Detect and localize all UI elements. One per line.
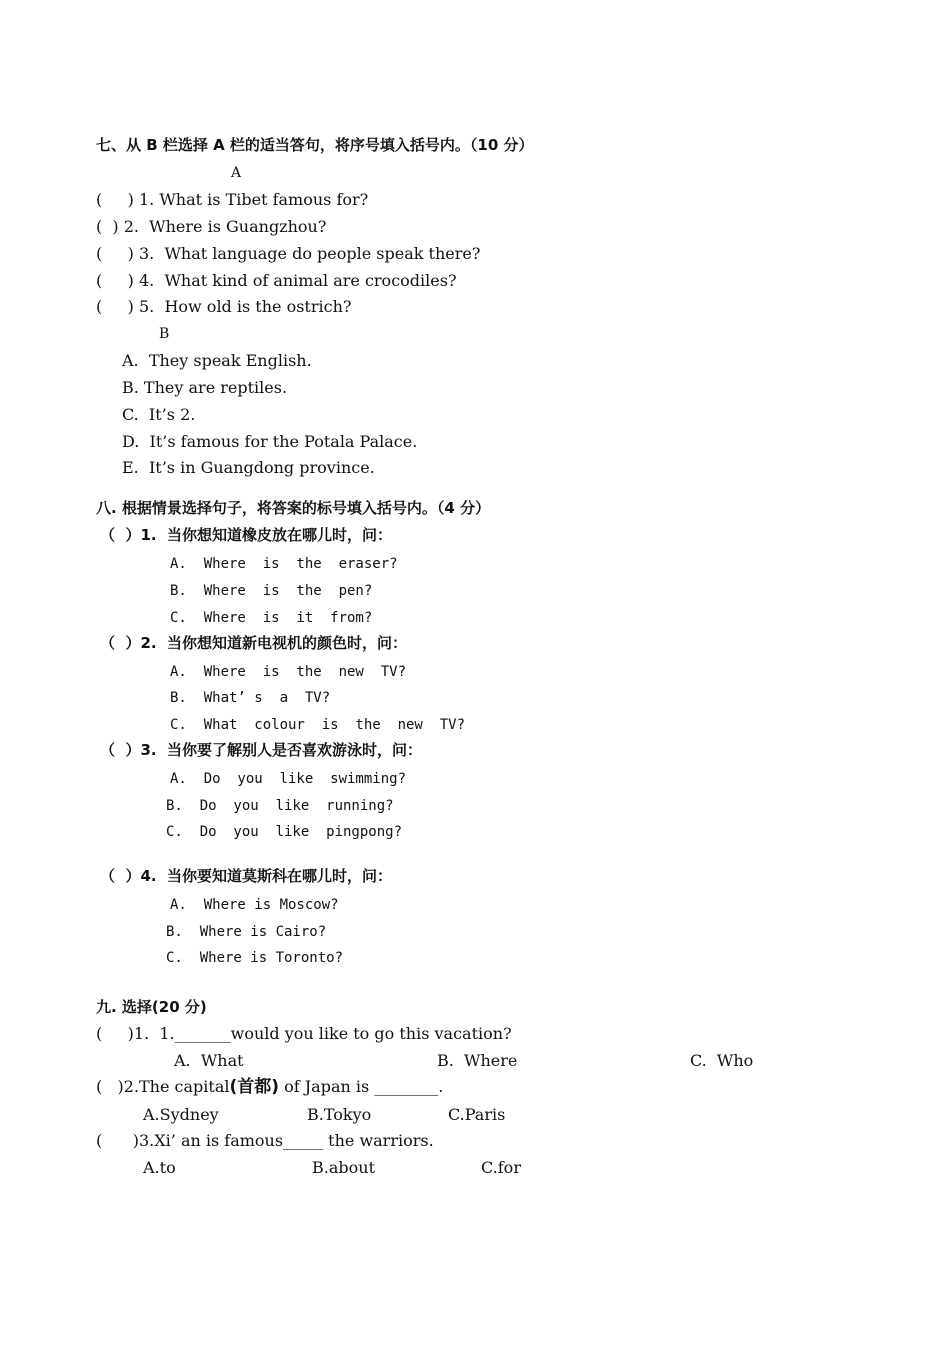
s7-answer-b: B. They are reptiles. [122, 378, 288, 397]
s9-question-2 [96, 1079, 443, 1096]
section-9-title: 九. 选择(20 分) [96, 998, 207, 1016]
s8-q2-prompt: 当你想知道新电视机的颜色时，问： [167, 634, 408, 652]
s8-q3-option-b: B. Do you like running? [166, 798, 394, 814]
s8-q2-option-c: C. What colour is the new TV? [170, 717, 466, 733]
s8-q4-option-c: C. Where is Toronto? [166, 950, 344, 966]
s8-q2-option-b: B. What’ s a TV? [170, 690, 331, 706]
s8-q2-bracket: （ ）2. [100, 634, 157, 652]
s9-question-3: ( )3.Xi’ an is famous_____ the warriors. [96, 1131, 434, 1150]
s9-question-1: ( )1. 1._______would you like to go this vacation? [96, 1024, 512, 1043]
s8-q3-option-a: A. Do you like swimming? [170, 771, 407, 787]
s8-q3-prompt: 当你要了解别人是否喜欢游泳时，问： [167, 741, 423, 759]
s9-q1-option-c: C. Who [690, 1051, 754, 1070]
s8-q1-option-b: B. Where is the pen? [170, 583, 373, 599]
s8-q1-option-a: A. Where is the eraser? [170, 556, 398, 572]
section-7-title: 七、从 B 栏选择 A 栏的适当答句，将序号填入括号内。（10 分） [96, 136, 534, 154]
s8-q2-option-a: A. Where is the new TV? [170, 664, 407, 680]
s7-answer-d: D. It’s famous for the Potala Palace. [122, 432, 418, 451]
s9-q2-post: of Japan is ________. [279, 1077, 444, 1096]
s7-answer-c: C. It’s 2. [122, 405, 196, 424]
s9-q2-option-b: B.Tokyo [307, 1105, 372, 1124]
s9-q3-option-a: A.to [143, 1158, 176, 1177]
s9-q1-option-b: B. Where [437, 1051, 518, 1070]
s9-q2-option-a: A.Sydney [143, 1105, 219, 1124]
s7-question-4: ( ) 4. What kind of animal are crocodiles? [96, 271, 457, 290]
s9-q3-option-c: C.for [481, 1158, 521, 1177]
s8-q4-option-b: B. Where is Cairo? [166, 924, 327, 940]
s8-q4-option-a: A. Where is Moscow? [170, 897, 339, 913]
s9-q2-option-c: C.Paris [448, 1105, 506, 1124]
column-b-label: B [159, 326, 170, 342]
s9-q3-option-b: B.about [312, 1158, 375, 1177]
s7-question-5: ( ) 5. How old is the ostrich? [96, 297, 352, 316]
s9-q1-option-a: A. What [174, 1051, 244, 1070]
s8-q3-option-c: C. Do you like pingpong? [166, 824, 403, 840]
s7-question-2: ( ) 2. Where is Guangzhou? [96, 217, 327, 236]
s7-answer-e: E. It’s in Guangdong province. [122, 458, 375, 477]
section-8-title: 八. 根据情景选择句子，将答案的标号填入括号内。（4 分） [96, 499, 491, 517]
column-a-label: A [231, 165, 242, 181]
s8-q1-option-c: C. Where is it from? [170, 610, 373, 626]
s8-q1-bracket: （ ）1. [100, 526, 157, 544]
s8-q1-prompt: 当你想知道橡皮放在哪儿时，问： [167, 526, 393, 544]
s8-q4-bracket: （ ）4. [100, 867, 157, 885]
s8-q3-bracket: （ ）3. [100, 741, 157, 759]
s9-q2-note: (首都) [229, 1077, 280, 1097]
s7-answer-a: A. They speak English. [122, 351, 312, 370]
s7-question-1: ( ) 1. What is Tibet famous for? [96, 190, 369, 209]
s9-q2-pre: ( )2.The capital [96, 1077, 230, 1096]
s7-question-3: ( ) 3. What language do people speak there? [96, 244, 481, 263]
s8-q4-prompt: 当你要知道莫斯科在哪儿时，问： [167, 867, 393, 885]
